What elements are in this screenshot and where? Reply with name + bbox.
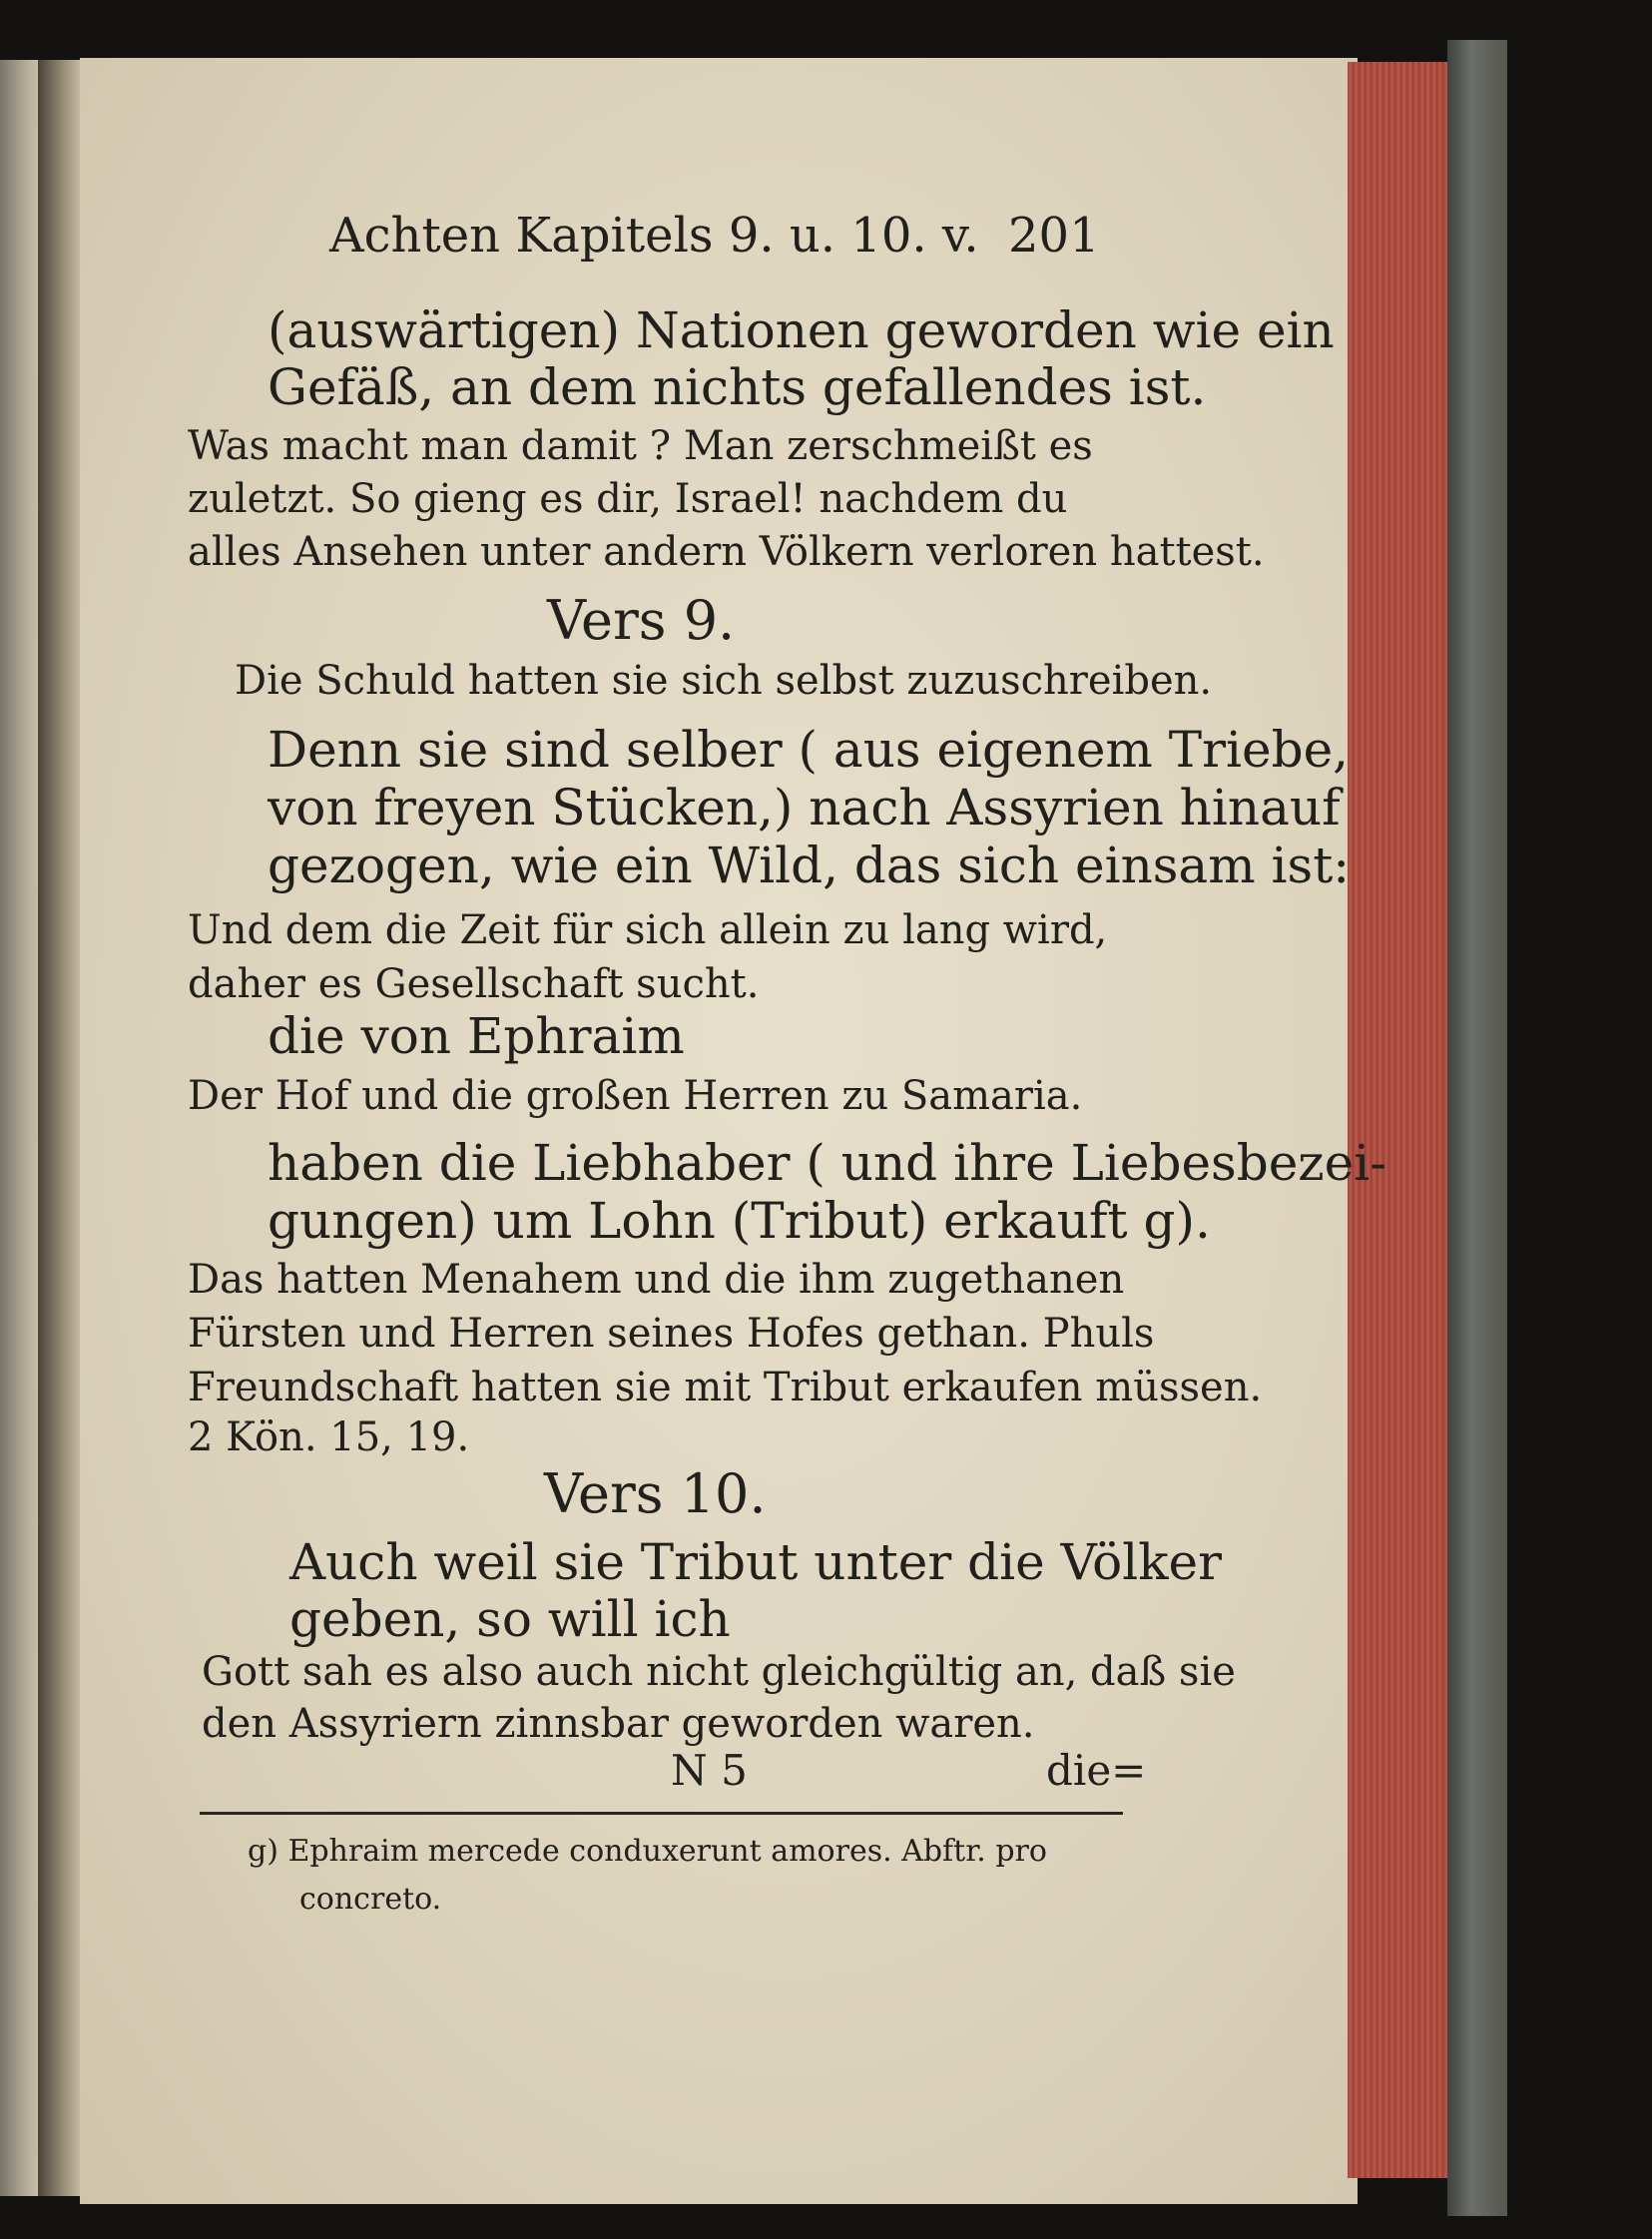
text-line: von freyen Stücken,) nach Assyrien hinauf xyxy=(268,779,1341,837)
text-line: gungen) um Lohn (Tribut) erkauft g). xyxy=(268,1192,1211,1250)
text-line: Freundschaft hatten sie mit Tribut erkaufen müssen. xyxy=(188,1365,1263,1410)
text-line: Die Schuld hatten sie sich selbst zuzuschreiben. xyxy=(235,658,1213,704)
text-line: Und dem die Zeit für sich allein zu lang wird, xyxy=(188,907,1108,953)
page-number: 201 xyxy=(1008,208,1100,264)
facing-page-edge xyxy=(0,60,40,2196)
text-line: haben die Liebhaber ( und ihre Liebesbezei- xyxy=(268,1134,1387,1192)
text-line: Fürsten und Herren seines Hofes gethan. Phuls xyxy=(188,1311,1155,1357)
text-line: Der Hof und die großen Herren zu Samaria. xyxy=(188,1073,1083,1119)
verse-heading: Vers 9. xyxy=(547,589,736,652)
running-title: Achten Kapitels 9. u. 10. v. xyxy=(329,208,979,264)
text-line: zuletzt. So gieng es dir, Israel! nachdem du xyxy=(188,476,1068,522)
book-cover-edge xyxy=(1447,40,1507,2216)
footnote-line: g) Ephraim mercede conduxerunt amores. Abftr. pro xyxy=(248,1834,1047,1869)
text-line: (auswärtigen) Nationen geworden wie ein xyxy=(268,301,1335,359)
text-line: Gefäß, an dem nichts gefallendes ist. xyxy=(268,358,1207,416)
text-line: Das hatten Menahem und die ihm zugethanen xyxy=(188,1257,1125,1303)
verse-heading: Vers 10. xyxy=(544,1462,767,1525)
red-page-edges xyxy=(1348,62,1447,2178)
text-line: Gott sah es also auch nicht gleichgültig an, daß sie xyxy=(202,1649,1236,1695)
text-line: geben, so will ich xyxy=(289,1590,731,1648)
text-line: Denn sie sind selber ( aus eigenem Triebe, xyxy=(268,721,1350,779)
text-line: die von Ephraim xyxy=(268,1007,685,1065)
signature-mark: N 5 xyxy=(671,1746,748,1795)
text-line: daher es Gesellschaft sucht. xyxy=(188,961,760,1007)
text-line: 2 Kön. 15, 19. xyxy=(188,1414,470,1460)
footnote-line: concreto. xyxy=(299,1882,442,1917)
text-line: den Assyriern zinnsbar geworden waren. xyxy=(202,1701,1035,1747)
footnote-rule xyxy=(200,1812,1123,1815)
text-line: gezogen, wie ein Wild, das sich einsam ist: xyxy=(268,837,1351,894)
text-line: Was macht man damit ? Man zerschmeißt es xyxy=(188,423,1093,469)
text-line: alles Ansehen unter andern Völkern verloren hattest. xyxy=(188,529,1265,575)
catchword: die= xyxy=(1046,1746,1147,1795)
text-line: Auch weil sie Tribut unter die Völker xyxy=(289,1533,1223,1591)
